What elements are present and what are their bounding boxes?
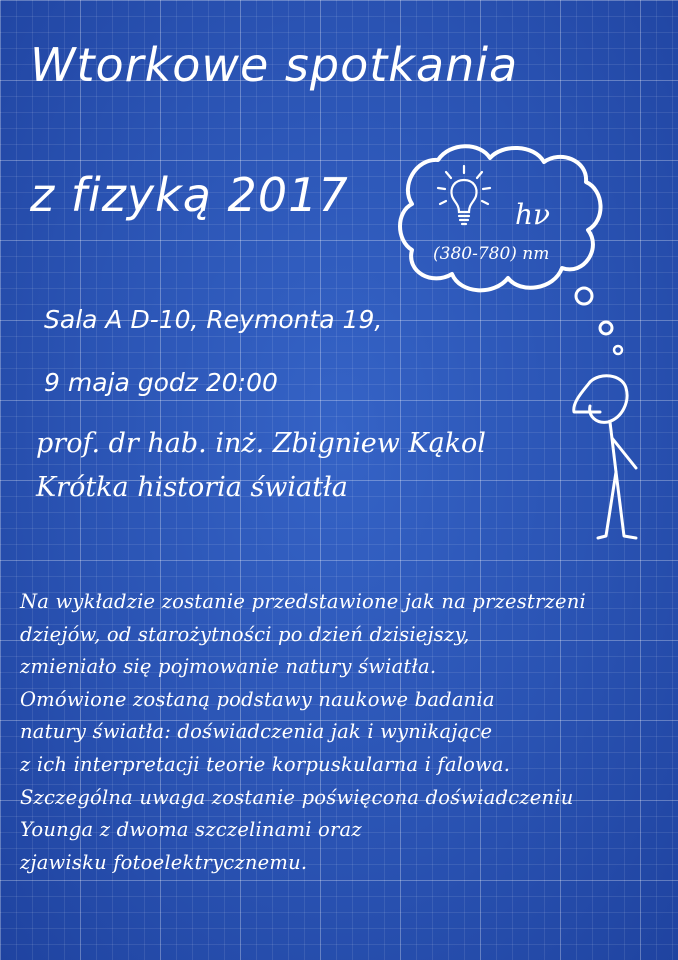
thought-bubble-outline [398, 140, 608, 310]
lecture-title: Krótka historia światła [36, 472, 348, 503]
stick-figure-icon [560, 372, 660, 552]
description-line: natury światła: doświadczenia jak i wynikające [20, 720, 493, 744]
description-line: Szczególna uwaga zostanie poświęcona doświadczeniu [20, 785, 574, 809]
description-line: z ich interpretacji teorie korpuskularna i falowa. [20, 752, 511, 776]
description-line: zmieniało się pojmowanie natury światła. [20, 655, 437, 679]
description-line: Omówione zostaną podstawy naukowe badania [20, 687, 495, 711]
wavelength-range: (380-780) nm [433, 244, 550, 264]
photon-energy-symbol: hν [515, 198, 551, 231]
speaker-name: prof. dr hab. inż. Zbigniew Kąkol [36, 428, 486, 459]
description-line: Younga z dwoma szczelinami oraz [20, 818, 362, 842]
lecture-description [20, 586, 670, 879]
lightbulb-icon [432, 162, 496, 234]
description-line: Na wykładzie zostanie przedstawione jak na przestrzeni [20, 590, 586, 613]
thought-bubble [398, 140, 608, 310]
event-datetime: 9 maja godz 20:00 [44, 368, 278, 397]
title-line-1: Wtorkowe spotkania [30, 38, 519, 92]
event-venue: Sala A D-10, Reymonta 19, [44, 305, 383, 334]
thought-dots [592, 316, 632, 360]
description-line: zjawisku fotoelektrycznemu. [20, 850, 308, 874]
description-line: dziejów, od starożytności po dzień dzisiejszy, [20, 622, 470, 646]
title-line-2: z fizyką 2017 [30, 168, 349, 222]
